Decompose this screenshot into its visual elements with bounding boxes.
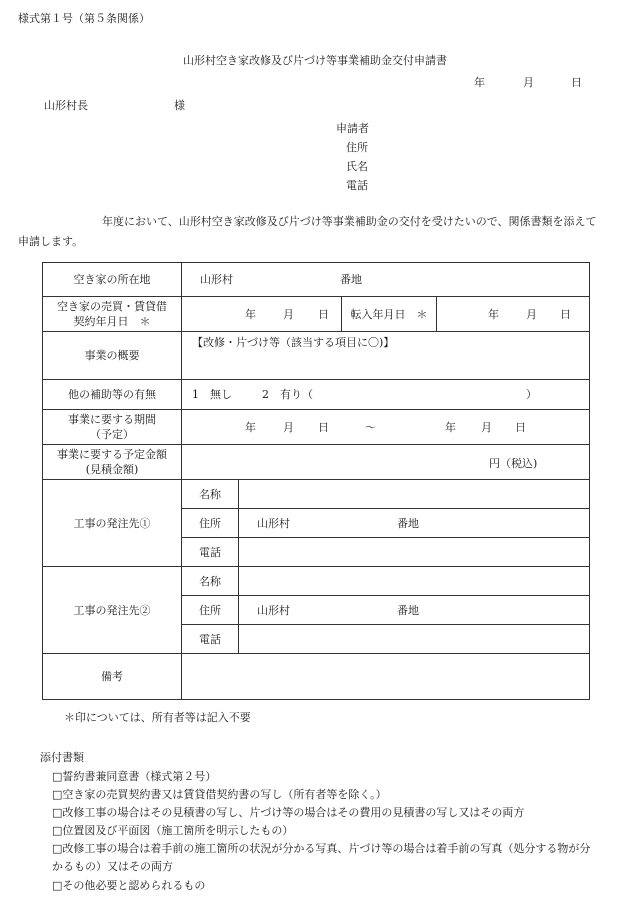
contractor2-phone-field[interactable] [239,625,590,654]
subsidy-close-paren: ） [526,388,537,401]
row-contractor2-name [43,567,590,596]
cost-label-line1: 事業に要する予定金額 [57,448,167,461]
document-title: 山形村空き家改修及び片づけ等事業補助金交付申請書 [183,54,447,67]
contractor1-phone-label: 電話 [182,538,239,567]
contractor1-phone-field[interactable] [239,538,590,567]
other-subsidy-field[interactable] [182,380,590,410]
contract-year: 年 [245,308,256,321]
attachment-item-site-plan: □位置図及び平面図（施工箇所を明示したもの） [52,824,294,837]
contract-date-field[interactable] [182,297,342,332]
honorific: 様 [174,99,185,112]
location-village: 山形村 [200,273,233,286]
overview-instruction: 【改修・片づけ等（該当する項目に〇)】 [192,336,395,349]
location-label: 空き家の所在地 [43,263,182,297]
intro-paragraph: 年度において、山形村空き家改修及び片づけ等事業補助金の交付を受けたいので、関係書類を添えて申請します。 [18,215,597,248]
application-table [42,262,590,700]
remarks-field[interactable] [182,654,590,700]
contractor1-village: 山形村 [257,517,290,530]
period-label-line2: （予定） [90,428,134,441]
move-in-label: 転入年月日 ＊ [342,297,437,332]
contractor1-address-field[interactable] [239,509,590,538]
contract-month: 月 [283,308,294,321]
move-in-day: 日 [560,308,571,321]
applicant-label: 申請者 [336,122,369,135]
period-start-day: 日 [318,421,329,434]
contractor2-address-field[interactable] [239,596,590,625]
period-end-day: 日 [515,421,526,434]
addressee: 山形村長 [44,99,88,112]
overview-field[interactable] [182,332,590,380]
applicant-name-label: 氏名 [346,160,368,173]
row-period [43,410,590,445]
period-label [43,410,182,445]
period-label-line1: 事業に要する期間 [68,413,156,426]
form-number: 様式第１号（第５条関係） [18,12,150,25]
applicant-address-label: 住所 [346,141,368,154]
subsidy-option-none[interactable]: 1 無し [192,388,232,401]
contract-date-label [43,297,182,332]
attachment-item-contract: □空き家の売買契約書又は賃貸借契約書の写し（所有者等を除く。） [52,788,387,801]
period-end-month: 月 [481,421,492,434]
attachment-item-other: □その他必要と認められるもの [52,879,206,892]
asterisk-note: ＊印については、所有者等は記入不要 [64,711,251,724]
cost-unit: 円（税込) [489,457,538,470]
row-contract-date [43,297,590,332]
attachment-item-estimate: □改修工事の場合はその見積書の写し、片づけ等の場合はその費用の見積書の写し又はその両方 [52,806,525,819]
row-remarks [43,654,590,700]
contractor2-phone-label: 電話 [182,625,239,654]
row-overview [43,332,590,380]
date-month-label: 月 [523,76,534,89]
location-field[interactable] [182,263,590,297]
period-start-year: 年 [245,421,256,434]
attachments-title: 添付書類 [40,751,84,764]
subsidy-option-yes[interactable]: 2 有り（ [262,388,313,401]
row-other-subsidy [43,380,590,410]
overview-label: 事業の概要 [43,332,182,380]
move-in-year: 年 [488,308,499,321]
remarks-label: 備考 [43,654,182,700]
contractor2-village: 山形村 [257,604,290,617]
move-in-field[interactable] [437,297,590,332]
attachment-item-photos: □改修工事の場合は着手前の施工箇所の状況が分かる写真、片づけ等の場合は着手前の写真（処分する物が分かるもの）又はその両方 [52,842,591,873]
period-start-month: 月 [283,421,294,434]
row-contractor1-name [43,480,590,509]
other-subsidy-label: 他の補助等の有無 [43,380,182,410]
location-banchi: 番地 [340,273,362,286]
contractor2-name-field[interactable] [239,567,590,596]
contract-date-label-line1: 空き家の売買・賃貸借 [57,300,167,313]
applicant-phone-label: 電話 [346,179,368,192]
date-year-label: 年 [474,76,485,89]
contractor2-banchi: 番地 [397,604,419,617]
contractor2-address-label: 住所 [182,596,239,625]
contract-day: 日 [318,308,329,321]
period-end-year: 年 [445,421,456,434]
contractor2-name-label: 名称 [182,567,239,596]
contract-date-label-line2: 契約年月日 ＊ [73,315,151,328]
cost-label [43,445,182,480]
attachment-item-pledge: □誓約書兼同意書（様式第２号） [52,770,217,783]
move-in-month: 月 [526,308,537,321]
contractor1-address-label: 住所 [182,509,239,538]
contractor1-name-field[interactable] [239,480,590,509]
contractor2-label: 工事の発注先② [43,567,182,654]
contractor1-name-label: 名称 [182,480,239,509]
row-location [43,263,590,297]
cost-field[interactable] [182,445,590,480]
period-tilde: ～ [365,421,376,434]
date-day-label: 日 [571,76,582,89]
row-cost [43,445,590,480]
contractor1-banchi: 番地 [397,517,419,530]
contractor1-label: 工事の発注先① [43,480,182,567]
period-field[interactable] [182,410,590,445]
cost-label-line2: (見積金額) [85,463,139,476]
